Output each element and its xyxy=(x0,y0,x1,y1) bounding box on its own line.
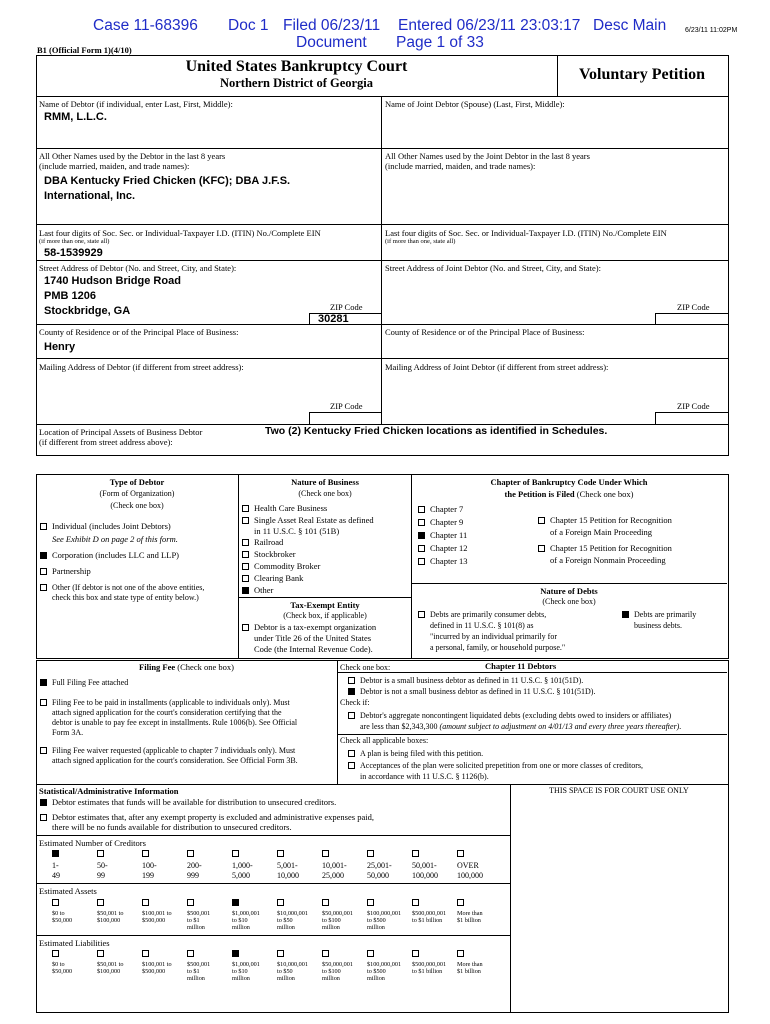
type-individual-note: See Exhibit D on page 2 of this form. xyxy=(52,534,178,544)
tax-exempt-option[interactable]: Debtor is a tax-exempt organization xyxy=(242,622,376,633)
assets-range-8: $100,000,001 to $500 million xyxy=(367,910,402,931)
assets-checkbox-9[interactable] xyxy=(412,899,419,906)
creditors-range-5: 1,000- 5,000 xyxy=(232,861,253,880)
debts-consumer-line4: a personal, family, or household purpose." xyxy=(430,643,566,652)
chapter-title-check: (Check one box) xyxy=(576,489,634,499)
joint-county-label: County of Residence or of the Principal Place of Business: xyxy=(385,327,585,337)
checkbox-chapter-13[interactable] xyxy=(418,558,425,565)
assets-range-4: $500,001 to $1 million xyxy=(187,910,211,931)
liabilities-checkbox-1[interactable] xyxy=(52,950,59,957)
liabilities-checkbox-8[interactable] xyxy=(367,950,374,957)
debtor-name: RMM, L.L.C. xyxy=(44,111,107,123)
checkbox-corporation[interactable] xyxy=(40,552,47,559)
fee-waiver-line2: attach signed application for the court's consideration. See Official Form 3B. xyxy=(52,756,298,765)
joint-mailing-label: Mailing Address of Joint Debtor (if different from street address): xyxy=(385,362,609,372)
checkbox-other-entity[interactable] xyxy=(40,584,47,591)
checkbox-aggregate-debts[interactable] xyxy=(348,712,355,719)
joint-street-label: Street Address of Joint Debtor (No. and Street, City, and State): xyxy=(385,263,601,273)
ch11-acceptances[interactable]: Acceptances of the plan were solicited prepetition from one or more classes of creditors, xyxy=(348,760,643,771)
assets-checkbox-3[interactable] xyxy=(142,899,149,906)
page-indicator: Page 1 of 33 xyxy=(396,34,484,51)
chapter-title-2: the Petition is Filed xyxy=(504,489,575,499)
liabilities-checkbox-4[interactable] xyxy=(187,950,194,957)
debts-consumer-line2: defined in 11 U.S.C. § 101(8) as xyxy=(430,621,534,630)
filing-fee-title-row xyxy=(36,662,337,672)
nature-of-debts-title: Nature of Debts xyxy=(540,586,598,596)
checkbox-no-funds[interactable] xyxy=(40,814,47,821)
fee-installments-line2: attach signed application for the court's consideration certifying that the xyxy=(52,708,282,717)
creditors-range-2: 50- 99 xyxy=(97,861,108,880)
checkbox-fee-installments[interactable] xyxy=(40,699,47,706)
chapter-13[interactable]: Chapter 13 xyxy=(418,556,468,567)
chapter-title-line2 xyxy=(411,489,727,499)
fee-installments[interactable]: Filing Fee to be paid in installments (applicable to individuals only). Must xyxy=(40,697,290,708)
nature-of-business-title: Nature of Business xyxy=(291,477,359,487)
liabilities-checkbox-9[interactable] xyxy=(412,950,419,957)
debts-consumer-line3: "incurred by an individual primarily for xyxy=(430,632,558,641)
county-label: County of Residence or of the Principal Place of Business: xyxy=(39,327,239,337)
liabilities-range-1: $0 to $50,000 xyxy=(52,961,73,975)
assets-checkbox-2[interactable] xyxy=(97,899,104,906)
joint-other-names-label: All Other Names used by the Joint Debtor in the last 8 years xyxy=(385,151,590,161)
checkbox-single-asset[interactable] xyxy=(242,517,249,524)
debtor-zip: 30281 xyxy=(318,313,349,325)
chapter-title: Chapter of Bankruptcy Code Under Which xyxy=(490,477,648,487)
ch11-not-small-business[interactable]: Debtor is not a small business debtor as defined in 11 U.S.C. § 101(51D). xyxy=(348,686,595,697)
liabilities-checkbox-2[interactable] xyxy=(97,950,104,957)
street-line-3: Stockbridge, GA xyxy=(44,305,131,317)
type-of-debtor-sub1: (Form of Organization) xyxy=(99,489,175,498)
liabilities-range-5: $1,000,001 to $10 million xyxy=(232,961,260,982)
other-names-line-1: DBA Kentucky Fried Chicken (KFC); DBA J.F.S. xyxy=(44,175,291,187)
aggregate-note: (amount subject to adjustment on 4/01/13 and every three years thereafter). xyxy=(439,722,682,731)
mailing-zip-label: ZIP Code xyxy=(330,401,363,411)
liabilities-range-6: $10,000,001 to $50 million xyxy=(277,961,308,982)
fee-installments-line4: Form 3A. xyxy=(52,728,84,737)
liabilities-checkbox-6[interactable] xyxy=(277,950,284,957)
case-number: Case 11-68396 xyxy=(93,17,198,34)
creditors-label: Estimated Number of Creditors xyxy=(39,838,146,848)
entered-date: Entered 06/23/11 23:03:17 xyxy=(398,17,581,34)
assets-checkbox-6[interactable] xyxy=(277,899,284,906)
ch11-check-one: Check one box: xyxy=(340,663,391,672)
creditors-range-1: 1- 49 xyxy=(52,861,60,880)
creditors-range-3: 100- 199 xyxy=(142,861,157,880)
petition-title: Voluntary Petition xyxy=(578,66,706,83)
type-partnership[interactable]: Partnership xyxy=(40,566,91,577)
type-corporation[interactable]: Corporation (includes LLC and LLP) xyxy=(40,550,179,561)
ch11-acceptances-line2: in accordance with 11 U.S.C. § 1126(b). xyxy=(360,772,489,781)
debtor-name-label: Name of Debtor (if individual, enter Last, First, Middle): xyxy=(39,99,233,109)
debtor-ein: 58-1539929 xyxy=(44,247,103,259)
creditors-range-9: 50,001- 100,000 xyxy=(412,861,438,880)
type-of-debtor-sub2: (Check one box) xyxy=(110,501,164,510)
creditors-checkbox-9[interactable] xyxy=(412,850,419,857)
nob-single-asset-line2: in 11 U.S.C. § 101 (51B) xyxy=(254,526,340,536)
filing-fee-title-sub: (Check one box) xyxy=(177,662,234,672)
court-use-only: THIS SPACE IS FOR COURT USE ONLY xyxy=(549,786,689,795)
form-id: B1 (Official Form 1)(4/10) xyxy=(37,45,132,55)
aggregate-amount: are less than $2,343,300 xyxy=(360,722,438,731)
desc-main: Desc Main xyxy=(593,17,667,34)
creditors-checkbox-7[interactable] xyxy=(322,850,329,857)
chapter-15-nonmain[interactable]: Chapter 15 Petition for Recognition xyxy=(538,543,672,554)
assets-label: Estimated Assets xyxy=(39,886,97,896)
creditors-range-6: 5,001- 10,000 xyxy=(277,861,299,880)
assets-checkbox-1[interactable] xyxy=(52,899,59,906)
creditors-checkbox-10[interactable] xyxy=(457,850,464,857)
assets-checkbox-7[interactable] xyxy=(322,899,329,906)
ch11-aggregate-debts-line2 xyxy=(360,721,681,732)
document-label: Document xyxy=(296,34,367,51)
assets-range-7: $50,000,001 to $100 million xyxy=(322,910,353,931)
joint-zip-box xyxy=(655,313,728,325)
chapter-7[interactable]: Chapter 7 xyxy=(418,504,463,515)
checkbox-health-care[interactable] xyxy=(242,505,249,512)
court-name: United States Bankruptcy Court xyxy=(185,58,408,75)
street-address-label: Street Address of Debtor (No. and Street, City, and State): xyxy=(39,263,237,273)
liabilities-checkbox-10[interactable] xyxy=(457,950,464,957)
tax-exempt-line3: Code (the Internal Revenue Code). xyxy=(254,644,373,654)
joint-mailing-zip-box xyxy=(655,412,728,425)
creditors-checkbox-4[interactable] xyxy=(187,850,194,857)
fee-full[interactable]: Full Filing Fee attached xyxy=(40,677,128,688)
chapter-11[interactable]: Chapter 11 xyxy=(418,530,467,541)
street-line-1: 1740 Hudson Bridge Road xyxy=(44,275,181,287)
nob-stockbroker[interactable]: Stockbroker xyxy=(242,549,296,560)
ch11-check-if: Check if: xyxy=(340,698,370,707)
liabilities-checkbox-7[interactable] xyxy=(322,950,329,957)
checkbox-chapter-15-nonmain[interactable] xyxy=(538,545,545,552)
debts-consumer[interactable]: Debts are primarily consumer debts, xyxy=(418,609,546,620)
assets-checkbox-8[interactable] xyxy=(367,899,374,906)
location-value: Two (2) Kentucky Fried Chicken locations as identified in Schedules. xyxy=(265,425,608,437)
checkbox-chapter-15-main[interactable] xyxy=(538,517,545,524)
checkbox-chapter-12[interactable] xyxy=(418,545,425,552)
county-value: Henry xyxy=(44,341,76,353)
ch11-small-business[interactable]: Debtor is a small business debtor as defined in 11 U.S.C. § 101(51D). xyxy=(348,675,583,686)
liabilities-range-4: $500,001 to $1 million xyxy=(187,961,211,982)
joint-debtor-name-label: Name of Joint Debtor (Spouse) (Last, First, Middle): xyxy=(385,99,565,109)
checkbox-nob-other[interactable] xyxy=(242,587,249,594)
fee-installments-line3: debtor is unable to pay fee except in installments. Rule 1006(b). See Official xyxy=(52,718,298,727)
tax-exempt-sub: (Check box, if applicable) xyxy=(283,611,367,620)
assets-range-3: $100,001 to $500,000 xyxy=(142,910,172,924)
liabilities-range-3: $100,001 to $500,000 xyxy=(142,961,172,975)
other-names-line-2: International, Inc. xyxy=(44,190,136,202)
assets-range-1: $0 to $50,000 xyxy=(52,910,73,924)
liabilities-range-7: $50,000,001 to $100 million xyxy=(322,961,353,982)
joint-mailing-zip-label: ZIP Code xyxy=(677,401,710,411)
type-other[interactable]: Other (If debtor is not one of the above entities, xyxy=(40,582,204,593)
type-other-line2: check this box and state type of entity below.) xyxy=(52,593,199,602)
nob-clearing-bank[interactable]: Clearing Bank xyxy=(242,573,303,584)
creditors-checkbox-1[interactable] xyxy=(52,850,59,857)
nob-other[interactable]: Other xyxy=(242,585,273,596)
checkbox-small-business[interactable] xyxy=(348,677,355,684)
assets-range-10: More than $1 billion xyxy=(457,910,483,924)
checkbox-fee-waiver[interactable] xyxy=(40,747,47,754)
checkbox-partnership[interactable] xyxy=(40,568,47,575)
tax-exempt-line2: under Title 26 of the United States xyxy=(254,633,372,643)
type-of-debtor-title: Type of Debtor xyxy=(109,477,165,487)
creditors-checkbox-8[interactable] xyxy=(367,850,374,857)
nob-railroad[interactable]: Railroad xyxy=(242,537,283,548)
nature-of-business-sub: (Check one box) xyxy=(298,489,352,498)
checkbox-consumer-debts[interactable] xyxy=(418,611,425,618)
creditors-checkbox-5[interactable] xyxy=(232,850,239,857)
liabilities-checkbox-5[interactable] xyxy=(232,950,239,957)
assets-range-2: $50,001 to $100,000 xyxy=(97,910,124,924)
liabilities-range-8: $100,000,001 to $500 million xyxy=(367,961,402,982)
nob-commodity-broker[interactable]: Commodity Broker xyxy=(242,561,320,572)
chapter-12[interactable]: Chapter 12 xyxy=(418,543,468,554)
nob-single-asset[interactable]: Single Asset Real Estate as defined xyxy=(242,515,374,526)
checkbox-clearing-bank[interactable] xyxy=(242,575,249,582)
assets-checkbox-10[interactable] xyxy=(457,899,464,906)
creditors-range-10: OVER 100,000 xyxy=(457,861,483,880)
chapter-15-main[interactable]: Chapter 15 Petition for Recognition xyxy=(538,515,672,526)
ch11-aggregate-debts[interactable]: Debtor's aggregate noncontingent liquidated debts (excluding debts owed to insiders or affiliates) xyxy=(348,710,671,721)
filing-fee-title: Filing Fee xyxy=(139,662,176,672)
location-label: Location of Principal Assets of Business Debtor xyxy=(39,427,203,437)
checkbox-acceptances[interactable] xyxy=(348,762,355,769)
debts-business[interactable]: Debts are primarily xyxy=(622,609,696,620)
checkbox-chapter-9[interactable] xyxy=(418,519,425,526)
checkbox-not-small-business[interactable] xyxy=(348,688,355,695)
liabilities-checkbox-3[interactable] xyxy=(142,950,149,957)
chapter-9[interactable]: Chapter 9 xyxy=(418,517,463,528)
stats-no-funds-line2: there will be no funds available for distribution to unsecured creditors. xyxy=(52,822,292,832)
district-name: Northern District of Georgia xyxy=(219,76,374,90)
filed-date: Filed 06/23/11 xyxy=(283,17,381,34)
creditors-checkbox-2[interactable] xyxy=(97,850,104,857)
assets-range-5: $1,000,001 to $10 million xyxy=(232,910,260,931)
checkbox-chapter-7[interactable] xyxy=(418,506,425,513)
chapter11-title: Chapter 11 Debtors xyxy=(485,661,557,671)
checkbox-individual[interactable] xyxy=(40,523,47,530)
checkbox-tax-exempt[interactable] xyxy=(242,624,249,631)
checkbox-full-fee[interactable] xyxy=(40,679,47,686)
street-line-2: PMB 1206 xyxy=(44,290,96,302)
creditors-range-4: 200- 999 xyxy=(187,861,202,880)
ch11-plan-filed[interactable]: A plan is being filed with this petition. xyxy=(348,748,483,759)
checkbox-commodity-broker[interactable] xyxy=(242,563,249,570)
joint-zip-label: ZIP Code xyxy=(677,302,710,312)
tax-exempt-title: Tax-Exempt Entity xyxy=(290,600,360,610)
liabilities-range-9: $500,000,001 to $1 billion xyxy=(412,961,447,975)
checkbox-stockbroker[interactable] xyxy=(242,551,249,558)
stats-title: Statistical/Administrative Information xyxy=(39,786,179,796)
ssn-label: Last four digits of Soc. Sec. or Individual-Taxpayer I.D. (ITIN) No./Complete EIN xyxy=(39,228,321,238)
creditors-checkbox-3[interactable] xyxy=(142,850,149,857)
checkbox-plan-filed[interactable] xyxy=(348,750,355,757)
joint-ssn-sub-label: (if more than one, state all) xyxy=(385,238,456,245)
stats-no-funds[interactable]: Debtor estimates that, after any exempt property is excluded and administrative expenses paid, xyxy=(40,812,374,823)
nature-of-debts-sub: (Check one box) xyxy=(542,597,596,606)
creditors-range-7: 10,001- 25,000 xyxy=(322,861,347,880)
joint-ssn-label: Last four digits of Soc. Sec. or Individual-Taxpayer I.D. (ITIN) No./Complete EIN xyxy=(385,228,667,238)
doc-number: Doc 1 xyxy=(228,17,269,34)
checkbox-funds-available[interactable] xyxy=(40,799,47,806)
ssn-sub-label: (if more than one, state all) xyxy=(39,238,110,245)
checkbox-railroad[interactable] xyxy=(242,539,249,546)
fee-waiver[interactable]: Filing Fee waiver requested (applicable to chapter 7 individuals only). Must xyxy=(40,745,295,756)
chapter-15-main-line2: of a Foreign Main Proceeding xyxy=(550,527,652,537)
checkbox-chapter-11[interactable] xyxy=(418,532,425,539)
chapter-15-nonmain-line2: of a Foreign Nonmain Proceeding xyxy=(550,555,666,565)
type-individual[interactable]: Individual (includes Joint Debtors) xyxy=(40,521,171,532)
creditors-checkbox-6[interactable] xyxy=(277,850,284,857)
ch11-check-all: Check all applicable boxes: xyxy=(340,736,429,745)
stats-funds-available[interactable]: Debtor estimates that funds will be available for distribution to unsecured creditors. xyxy=(40,797,336,808)
assets-range-6: $10,000,001 to $50 million xyxy=(277,910,308,931)
print-timestamp: 6/23/11 11:02PM xyxy=(685,27,738,34)
other-names-label: All Other Names used by the Debtor in the last 8 years xyxy=(39,151,226,161)
checkbox-business-debts[interactable] xyxy=(622,611,629,618)
joint-other-names-label-2: (include married, maiden, and trade names): xyxy=(385,161,536,171)
creditors-range-8: 25,001- 50,000 xyxy=(367,861,392,880)
nob-health-care[interactable]: Health Care Business xyxy=(242,503,327,514)
location-label-2: (if different from street address above): xyxy=(39,437,173,447)
debts-business-line2: business debts. xyxy=(634,621,682,630)
liabilities-label: Estimated Liabilities xyxy=(39,938,110,948)
other-names-label-2: (include married, maiden, and trade names): xyxy=(39,161,190,171)
mailing-label: Mailing Address of Debtor (if different from street address): xyxy=(39,362,244,372)
liabilities-range-2: $50,001 to $100,000 xyxy=(97,961,124,975)
liabilities-range-10: More than $1 billion xyxy=(457,961,483,975)
assets-range-9: $500,000,001 to $1 billion xyxy=(412,910,447,924)
zip-label: ZIP Code xyxy=(330,302,363,312)
assets-checkbox-4[interactable] xyxy=(187,899,194,906)
assets-checkbox-5[interactable] xyxy=(232,899,239,906)
